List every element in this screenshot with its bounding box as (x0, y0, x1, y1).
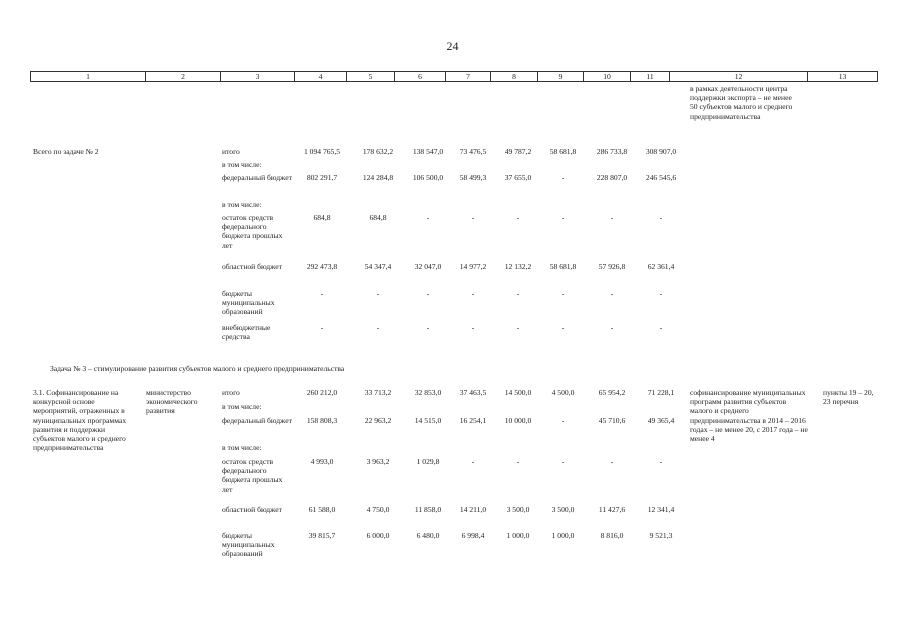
measure-3-1-value-cell: 6 998,4 (461, 531, 485, 540)
column-number-9: 9 (538, 72, 584, 82)
total-task2-value-cell: 246 545,6 (645, 173, 677, 182)
total-task2-row-label: областной бюджет (222, 262, 282, 271)
measure-3-1-value-cell: 11 858,0 (414, 505, 442, 514)
measure-3-1-row-label: в том числе: (222, 443, 262, 452)
measure-3-1-row-label: бюджеты муниципальных образований (222, 531, 275, 559)
measure-3-1-value-cell: 3 963,2 (366, 457, 390, 466)
total-task2-value-cell: - (561, 213, 565, 222)
measure-3-1-value-cell: 4 750,0 (366, 505, 390, 514)
measure-3-1-value-cell: - (471, 457, 475, 466)
measure-3-1-value-cell: 14 515,0 (414, 416, 442, 425)
total-task2-value-cell: 58 681,8 (549, 262, 577, 271)
total-task2-value-cell: - (426, 289, 430, 298)
total-task2-row-label: бюджеты муниципальных образований (222, 289, 275, 317)
measure-3-1-row-label: остаток средств федерального бюджета прошлых лет (222, 457, 283, 494)
measure-3-1-row-label: федеральный бюджет (222, 416, 292, 425)
column-number-6: 6 (395, 72, 446, 82)
measure-3-1-value-cell: 14 500,0 (504, 388, 532, 397)
total-task2-value-cell: - (659, 323, 663, 332)
measure-3-1-reference: пункты 19 – 20, 23 перечня (823, 388, 874, 407)
measure-3-1-value-cell: - (561, 457, 565, 466)
column-number-7: 7 (446, 72, 491, 82)
measure-3-1-value-cell: 6 000,0 (366, 531, 390, 540)
total-task2-value-cell: 802 291,7 (306, 173, 338, 182)
total-task2-value-cell: 286 733,8 (596, 147, 628, 156)
total-task2-row-label: итого (222, 147, 240, 156)
total-task2-row-label: федеральный бюджет (222, 173, 292, 182)
measure-3-1-value-cell: - (659, 457, 663, 466)
measure-3-1-value-cell: 65 954,2 (598, 388, 626, 397)
total-task2-value-cell: 62 361,4 (647, 262, 675, 271)
column-number-1: 1 (31, 72, 146, 82)
measure-3-1-value-cell: 4 500,0 (551, 388, 575, 397)
measure-3-1-row-label: в том числе: (222, 402, 262, 411)
total-task2-value-cell: - (471, 213, 475, 222)
total-task2-value-cell: - (471, 289, 475, 298)
measure-3-1-value-cell: 4 993,0 (310, 457, 334, 466)
column-number-13: 13 (808, 72, 878, 82)
task3-heading: Задача № 3 – стимулирование развития субъектов малого и среднего предпринимательства (50, 364, 345, 373)
measure-3-1-value-cell: 158 808,3 (306, 416, 338, 425)
measure-3-1-value-cell: 6 480,0 (416, 531, 440, 540)
total-task2-value-cell: 684,8 (369, 213, 387, 222)
total-task2-value-cell: 106 500,0 (412, 173, 444, 182)
measure-3-1-value-cell: 9 521,3 (649, 531, 673, 540)
total-task2-value-cell: 37 655,0 (504, 173, 532, 182)
measure-3-1-value-cell: 10 000,0 (504, 416, 532, 425)
measure-3-1-row-label: областной бюджет (222, 505, 282, 514)
measure-3-1-value-cell: 12 341,4 (647, 505, 675, 514)
total-task2-value-cell: 124 284,8 (362, 173, 394, 182)
measure-3-1-value-cell: 32 853,0 (414, 388, 442, 397)
total-task2-value-cell: 58 681,8 (549, 147, 577, 156)
total-task2-value-cell: 178 632,2 (362, 147, 394, 156)
measure-3-1-value-cell: 33 713,2 (364, 388, 392, 397)
total-task2-row-label: внебюджетные средства (222, 323, 271, 342)
total-task2-value-cell: 228 807,0 (596, 173, 628, 182)
column-number-header (30, 71, 878, 82)
total-task2-value-cell: - (426, 213, 430, 222)
total-task2-value-cell: 684,8 (313, 213, 331, 222)
measure-3-1-value-cell: 49 365,4 (647, 416, 675, 425)
total-task2-value-cell: - (610, 213, 614, 222)
measure-3-1-value-cell: - (610, 457, 614, 466)
total-task2-label: Всего по задаче № 2 (33, 147, 99, 156)
column-number-10: 10 (584, 72, 631, 82)
total-task2-value-cell: - (376, 323, 380, 332)
total-task2-value-cell: 58 499,3 (459, 173, 487, 182)
measure-3-1-value-cell: 16 254,1 (459, 416, 487, 425)
measure-3-1-value-cell: 3 500,0 (551, 505, 575, 514)
measure-3-1-value-cell: 1 029,8 (416, 457, 440, 466)
measure-3-1-value-cell: 61 588,0 (308, 505, 336, 514)
total-task2-value-cell: 14 977,2 (459, 262, 487, 271)
total-task2-value-cell: 54 347,4 (364, 262, 392, 271)
total-task2-value-cell: - (516, 213, 520, 222)
total-task2-row-label: в том числе: (222, 160, 262, 169)
total-task2-value-cell: - (659, 289, 663, 298)
page-number: 24 (446, 39, 459, 53)
total-task2-row-label: в том числе: (222, 200, 262, 209)
measure-3-1-value-cell: 260 212,0 (306, 388, 338, 397)
measure-3-1-value-cell: 45 710,6 (598, 416, 626, 425)
total-task2-value-cell: - (320, 323, 324, 332)
total-task2-value-cell: 12 132,2 (504, 262, 532, 271)
total-task2-value-cell: 138 547,0 (412, 147, 444, 156)
measure-3-1-value-cell: - (561, 416, 565, 425)
total-task2-value-cell: - (320, 289, 324, 298)
total-task2-value-cell: 308 907,0 (645, 147, 677, 156)
total-task2-value-cell: - (516, 323, 520, 332)
total-task2-value-cell: - (516, 289, 520, 298)
total-task2-value-cell: - (561, 173, 565, 182)
column-number-5: 5 (347, 72, 395, 82)
measure-3-1-value-cell: 1 000,0 (551, 531, 575, 540)
column-number-12: 12 (670, 72, 808, 82)
measure-3-1-value-cell: 11 427,6 (598, 505, 626, 514)
measure-3-1-value-cell: 8 816,0 (600, 531, 624, 540)
total-task2-value-cell: 292 473,8 (306, 262, 338, 271)
column-number-11: 11 (631, 72, 670, 82)
measure-3-1-value-cell: 39 815,7 (308, 531, 336, 540)
total-task2-value-cell: 32 047,0 (414, 262, 442, 271)
measure-3-1-value-cell: 3 500,0 (506, 505, 530, 514)
column-number-3: 3 (221, 72, 295, 82)
total-task2-value-cell: 49 787,2 (504, 147, 532, 156)
column-number-4: 4 (295, 72, 347, 82)
column-number-2: 2 (146, 72, 221, 82)
total-task2-value-cell: - (561, 289, 565, 298)
total-task2-value-cell: - (610, 289, 614, 298)
measure-3-1-value-cell: 22 963,2 (364, 416, 392, 425)
measure-3-1-indicator: софинансирование муниципальных программ развития субъектов малого и среднего предпринимательства в 2014 – 2016 годах – не менее 20, с 2017 года – не менее 4 (690, 388, 808, 444)
total-task2-value-cell: - (610, 323, 614, 332)
measure-3-1-executor: министерство экономического развития (146, 388, 198, 416)
total-task2-value-cell: 1 094 765,5 (303, 147, 341, 156)
total-task2-value-cell: 57 926,8 (598, 262, 626, 271)
column-number-8: 8 (491, 72, 538, 82)
total-task2-value-cell: - (561, 323, 565, 332)
measure-3-1-row-label: итого (222, 388, 240, 397)
total-task2-value-cell: - (426, 323, 430, 332)
measure-3-1-description: 3.1. Софинансирование на конкурсной основе мероприятий, отраженных в муниципальных программах развития и поддержки субъектов малого и среднего предпринимательства (33, 388, 127, 453)
total-task2-value-cell: 73 476,5 (459, 147, 487, 156)
measure-3-1-value-cell: 1 000,0 (506, 531, 530, 540)
total-task2-value-cell: - (376, 289, 380, 298)
total-task2-value-cell: - (659, 213, 663, 222)
measure-3-1-value-cell: 71 228,1 (647, 388, 675, 397)
measure-3-1-value-cell: - (516, 457, 520, 466)
total-task2-row-label: остаток средств федерального бюджета прошлых лет (222, 213, 283, 250)
total-task2-value-cell: - (471, 323, 475, 332)
carryover-col12-text: в рамках деятельности центра поддержки экспорта – не менее 50 субъектов малого и среднего предпринимательства (690, 84, 793, 121)
measure-3-1-value-cell: 37 463,5 (459, 388, 487, 397)
measure-3-1-value-cell: 14 211,0 (459, 505, 487, 514)
